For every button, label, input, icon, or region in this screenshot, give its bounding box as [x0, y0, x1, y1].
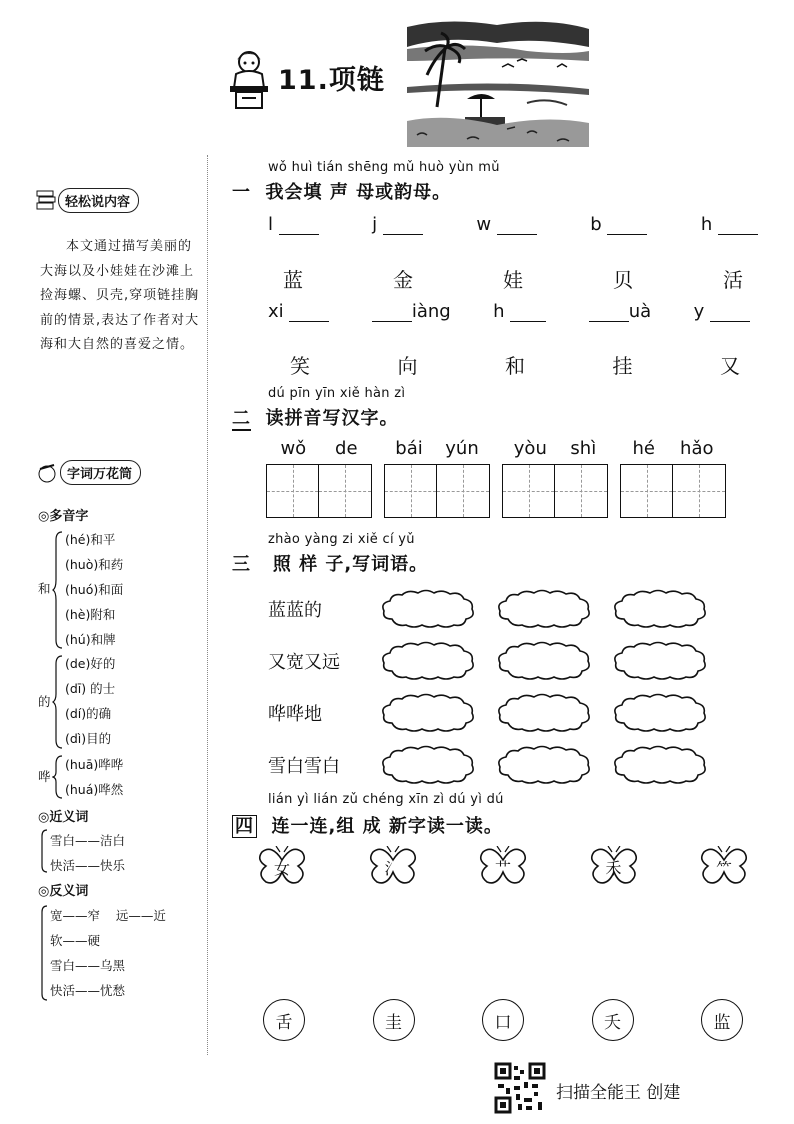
list-item: (dì)目的: [65, 731, 112, 746]
section2-pinyin: dú pīn yīn xiě hàn zì: [268, 386, 406, 401]
list-item: 雪白——洁白: [50, 833, 126, 848]
blank-field[interactable]: [289, 303, 329, 322]
beach-scene-illustration: [407, 17, 589, 147]
list-item: 快活——忧愁: [50, 983, 126, 998]
fill-item: iàng: [372, 301, 451, 322]
list-item: 宽——窄 远——近: [50, 908, 166, 923]
fill-item: b: [590, 214, 647, 235]
answer-cloud[interactable]: [496, 693, 592, 733]
fill-item: l: [268, 214, 319, 235]
butterfly-radical[interactable]: [369, 846, 417, 886]
section-number: 四: [232, 815, 257, 838]
answer-cloud[interactable]: [612, 641, 708, 681]
answer-cloud[interactable]: [380, 641, 476, 681]
words-heading: 字词万花筒: [60, 460, 141, 485]
hanzi-char: 和: [505, 354, 525, 378]
list-item: (huó)和面: [65, 582, 124, 597]
pinyin-syllable: bái: [395, 438, 423, 459]
answer-cloud[interactable]: [380, 693, 476, 733]
word-block: [502, 438, 608, 518]
hanzi-char: 贝: [613, 268, 633, 292]
blank-field[interactable]: [589, 303, 629, 322]
section1-pinyin: wǒ huì tián shēng mǔ huò yùn mǔ: [268, 160, 500, 175]
fill-item: j: [372, 214, 423, 235]
writing-grid[interactable]: [266, 464, 372, 518]
answer-cloud[interactable]: [612, 745, 708, 785]
polyphone-list-hua: [65, 752, 123, 802]
brace-icon: [40, 828, 48, 874]
pinyin-syllable: hǎo: [680, 438, 714, 459]
fill-item: xi: [268, 301, 329, 322]
component-circle[interactable]: 监: [701, 999, 743, 1041]
example-word: 蓝蓝的: [268, 600, 322, 621]
example-word: 哗哗地: [268, 704, 322, 725]
blank-field[interactable]: [279, 216, 319, 235]
fill-item: uà: [589, 301, 651, 322]
blank-field[interactable]: [710, 303, 750, 322]
butterfly-radical[interactable]: [479, 846, 527, 886]
example-word: 雪白雪白: [268, 756, 340, 777]
cloud-rows: [268, 583, 728, 791]
butterfly-label: 氵: [384, 859, 401, 878]
list-item: (huá)哗然: [65, 782, 124, 797]
synonym-heading: ◎近义词: [38, 810, 89, 825]
cloud-row: [268, 739, 728, 791]
fill-item: w: [476, 214, 536, 235]
answer-cloud[interactable]: [496, 589, 592, 629]
fill-row-1: [268, 214, 758, 235]
books-icon: [36, 189, 56, 211]
section-title: 读拼音写汉字。: [265, 408, 399, 429]
blank-field[interactable]: [497, 216, 537, 235]
answer-cloud[interactable]: [612, 693, 708, 733]
section3-pinyin: zhào yàng zi xiě cí yǔ: [268, 532, 415, 547]
lesson-title: 11.项链: [278, 65, 385, 96]
pinyin-syllable: hé: [632, 438, 655, 459]
blank-field[interactable]: [510, 303, 546, 322]
brace-icon: [52, 654, 64, 750]
scanner-credit: 扫描全能王 创建: [556, 1083, 681, 1103]
words-heading-block: [36, 460, 141, 484]
butterfly-label: 艹: [494, 859, 511, 878]
list-item: (dí)的确: [65, 706, 112, 721]
hanzi-char: 蓝: [283, 268, 303, 292]
list-item: 快活——快乐: [50, 858, 126, 873]
list-item: (hè)附和: [65, 607, 116, 622]
list-item: (huò)和药: [65, 557, 124, 572]
hanzi-char: 金: [393, 268, 413, 292]
list-item: (hé)和平: [65, 532, 116, 547]
fill-item: h: [701, 214, 758, 235]
butterfly-label: 禾: [605, 859, 622, 878]
kaleidoscope-icon: [36, 461, 58, 483]
section-title: 连一连,组 成 新字读一读。: [271, 816, 503, 837]
writing-grid[interactable]: [384, 464, 490, 518]
summary-heading-block: [36, 188, 139, 212]
butterfly-radical[interactable]: [700, 846, 748, 886]
writing-grid[interactable]: [620, 464, 726, 518]
blank-field[interactable]: [383, 216, 423, 235]
answer-cloud[interactable]: [380, 745, 476, 785]
answer-cloud[interactable]: [496, 641, 592, 681]
hanzi-char: 挂: [612, 354, 633, 378]
butterfly-radical[interactable]: [258, 846, 306, 886]
hanzi-char: 笑: [290, 354, 310, 378]
section4-heading: [232, 812, 503, 838]
pinyin-syllable: de: [335, 438, 358, 459]
sidebar-divider: [207, 155, 208, 1055]
synonym-list: [50, 828, 125, 878]
word-block: [620, 438, 726, 518]
section3-heading: [232, 550, 428, 576]
polyphone-char-hua: 哗: [38, 769, 51, 784]
qr-code-icon: [494, 1062, 546, 1114]
summary-heading: 轻松说内容: [58, 188, 139, 213]
section4-pinyin: lián yì lián zǔ chéng xīn zì dú yì dú: [268, 792, 504, 807]
hanzi-char: 向: [397, 354, 418, 378]
hanzi-char: 娃: [503, 268, 523, 292]
brace-icon: [52, 530, 64, 650]
pinyin-syllable: wǒ: [280, 438, 307, 459]
cloud-row: [268, 635, 728, 687]
component-circle[interactable]: 圭: [373, 999, 415, 1041]
answer-cloud[interactable]: [380, 589, 476, 629]
list-item: (hú)和牌: [65, 632, 116, 647]
hanzi-char: 活: [723, 268, 743, 292]
char-row-1: [283, 264, 743, 293]
brace-icon: [40, 904, 48, 1002]
pinyin-grid-row: [266, 438, 726, 518]
example-word: 又宽又远: [268, 652, 340, 673]
girl-reading-icon: [228, 48, 270, 110]
section-number: 二: [232, 408, 251, 429]
polyphone-list-he: [65, 527, 123, 652]
pinyin-syllable: yún: [445, 438, 479, 459]
component-circle[interactable]: 夭: [592, 999, 634, 1041]
section-title: 照 样 子,写词语。: [272, 554, 429, 575]
list-item: (de)好的: [65, 656, 116, 671]
fill-item: y: [694, 301, 750, 322]
word-block: [266, 438, 372, 518]
component-circle[interactable]: 口: [482, 999, 524, 1041]
blank-field[interactable]: [718, 216, 758, 235]
polyphone-heading: ◎多音字: [38, 509, 89, 524]
antonym-list: [50, 903, 166, 1003]
word-block: [384, 438, 490, 518]
section1-heading: [232, 178, 451, 204]
polyphone-list-de: [65, 651, 115, 751]
pinyin-syllable: yòu: [513, 438, 547, 459]
circle-row: [263, 999, 743, 1041]
writing-grid[interactable]: [502, 464, 608, 518]
fill-row-2: [268, 301, 750, 322]
answer-cloud[interactable]: [496, 745, 592, 785]
polyphone-char-he: 和: [38, 581, 51, 596]
summary-text: 本文通过描写美丽的大海以及小娃娃在沙滩上捡海螺、贝壳,穿项链挂胸前的情景,表达了作者对大海和大自然的喜爱之情。: [40, 239, 200, 352]
section2-heading: [232, 404, 399, 430]
list-item: (huā)哗哗: [65, 757, 124, 772]
answer-cloud[interactable]: [612, 589, 708, 629]
hanzi-char: 又: [720, 354, 740, 378]
butterfly-radical[interactable]: [590, 846, 638, 886]
brace-icon: [52, 754, 64, 800]
butterfly-label: 女: [273, 859, 290, 878]
polyphone-char-de: 的: [38, 694, 51, 709]
list-item: (dī) 的士: [65, 681, 116, 696]
section-number: 一: [232, 182, 251, 203]
fill-item: h: [493, 301, 546, 322]
cloud-row: [268, 583, 728, 635]
section-title: 我会填 声 母或韵母。: [265, 182, 452, 203]
cloud-row: [268, 687, 728, 739]
list-item: 雪白——乌黑: [50, 958, 126, 973]
butterfly-row: [258, 846, 748, 886]
antonym-heading: ◎反义词: [38, 884, 89, 899]
butterfly-label: ⺮: [715, 859, 732, 878]
section-number: 三: [232, 554, 251, 575]
pinyin-syllable: shì: [570, 438, 597, 459]
list-item: 软——硬: [50, 933, 101, 948]
component-circle[interactable]: 舌: [263, 999, 305, 1041]
char-row-2: [290, 350, 740, 379]
blank-field[interactable]: [372, 303, 412, 322]
blank-field[interactable]: [607, 216, 647, 235]
